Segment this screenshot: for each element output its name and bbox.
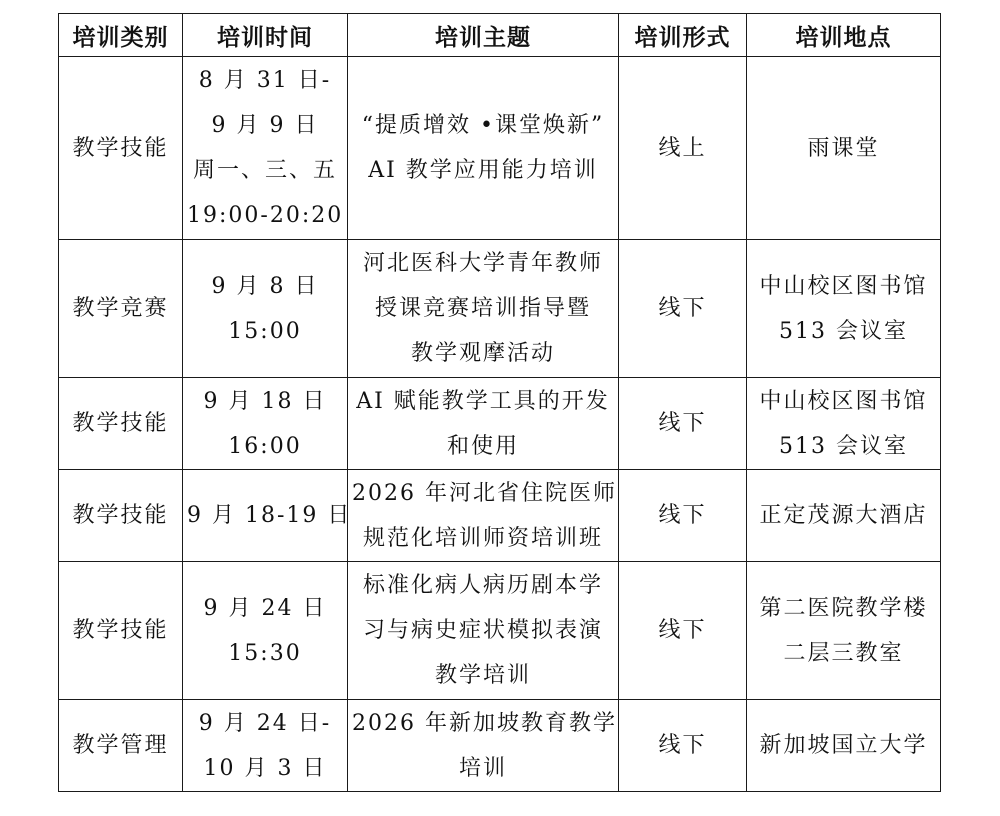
time-line: 9 月 9 日 (211, 113, 319, 138)
cell-format (619, 470, 747, 562)
location-line: 新加坡国立大学 (759, 733, 928, 758)
cell-category (59, 562, 183, 700)
topic-line: 标准化病人病历剧本学 (362, 573, 603, 598)
topic-line: 授课竞赛培训指导暨 (374, 296, 591, 321)
topic-line: 规范化培训师资培训班 (362, 525, 603, 551)
cell-format (619, 562, 747, 700)
cell-topic (348, 240, 619, 378)
cell-category (59, 470, 183, 562)
topic-line: AI 教学应用能力培训 (368, 158, 598, 183)
time-line: 周一、三、五 (192, 158, 337, 183)
cell-topic (348, 57, 619, 240)
cell-format (619, 378, 747, 470)
location-line: 513 会议室 (779, 318, 908, 344)
cell-category (59, 700, 183, 792)
category-text: 教学技能 (72, 503, 169, 528)
cell-topic (348, 700, 619, 792)
header-row (59, 14, 941, 57)
topic-line: 培训 (458, 755, 507, 781)
cell-location (747, 700, 941, 792)
time-line: 9 月 18-19 日 (187, 503, 352, 528)
format-text: 线下 (658, 503, 707, 528)
topic-line: 习与病史症状模拟表演 (362, 618, 603, 643)
format-text: 线上 (658, 135, 707, 161)
category-text: 教学管理 (72, 733, 169, 758)
format-text: 线下 (658, 618, 707, 643)
location-line: 二层三教室 (783, 640, 904, 666)
table-row (59, 240, 941, 378)
time-line: 9 月 24 日 (203, 595, 327, 621)
time-line: 19:00-20:20 (187, 203, 344, 228)
cell-time (183, 378, 348, 470)
cell-format (619, 240, 747, 378)
time-line: 15:00 (228, 318, 302, 344)
training-schedule-table (58, 13, 941, 792)
topic-line: “提质增效 •课堂焕新” (361, 113, 605, 138)
time-line: 9 月 8 日 (211, 273, 319, 299)
cell-time (183, 562, 348, 700)
header-location: 培训地点 (747, 14, 941, 57)
topic-line: AI 赋能教学工具的开发 (356, 388, 610, 414)
cell-category (59, 240, 183, 378)
topic-line: 2026 年河北省住院医师 (352, 480, 617, 506)
table-row (59, 470, 941, 562)
cell-location (747, 240, 941, 378)
cell-time (183, 470, 352, 562)
time-line: 9 月 18 日 (203, 388, 327, 414)
category-text: 教学技能 (72, 618, 169, 643)
cell-format (619, 700, 747, 792)
header-category: 培训类别 (59, 14, 183, 57)
topic-line: 教学观摩活动 (410, 341, 555, 366)
cell-format (619, 57, 747, 240)
time-line: 8 月 31 日- (198, 68, 332, 93)
cell-topic (348, 378, 619, 470)
table-row (59, 378, 941, 470)
cell-category (59, 378, 183, 470)
location-line: 中山校区图书馆 (759, 273, 928, 299)
header-format: 培训形式 (619, 14, 747, 57)
table-row (59, 57, 941, 240)
cell-location (747, 378, 941, 470)
cell-time (183, 240, 348, 378)
cell-location (747, 57, 941, 240)
time-line: 15:30 (228, 640, 302, 666)
location-line: 中山校区图书馆 (759, 388, 928, 414)
table-row (59, 700, 941, 792)
category-text: 教学竞赛 (72, 296, 169, 321)
format-text: 线下 (658, 733, 707, 758)
cell-category (59, 57, 183, 240)
location-line: 513 会议室 (779, 433, 908, 459)
cell-topic (348, 470, 619, 562)
topic-line: 河北医科大学青年教师 (362, 251, 603, 276)
time-line: 9 月 24 日- (198, 710, 332, 736)
header-time: 培训时间 (183, 14, 348, 57)
topic-line: 教学培训 (434, 663, 531, 688)
topic-line: 2026 年新加坡教育教学 (352, 710, 617, 736)
format-text: 线下 (658, 411, 707, 436)
table-row (59, 562, 941, 700)
time-line: 10 月 3 日 (203, 755, 327, 781)
category-text: 教学技能 (72, 135, 169, 161)
location-line: 第二医院教学楼 (759, 595, 928, 621)
category-text: 教学技能 (72, 411, 169, 436)
cell-time (183, 57, 348, 240)
cell-location (747, 562, 941, 700)
format-text: 线下 (658, 296, 707, 321)
location-line: 雨课堂 (807, 135, 880, 161)
time-line: 16:00 (228, 433, 302, 459)
cell-topic (348, 562, 619, 700)
location-line: 正定茂源大酒店 (759, 503, 928, 528)
cell-time (183, 700, 348, 792)
topic-line: 和使用 (446, 433, 519, 459)
cell-location (747, 470, 941, 562)
header-topic: 培训主题 (348, 14, 619, 57)
